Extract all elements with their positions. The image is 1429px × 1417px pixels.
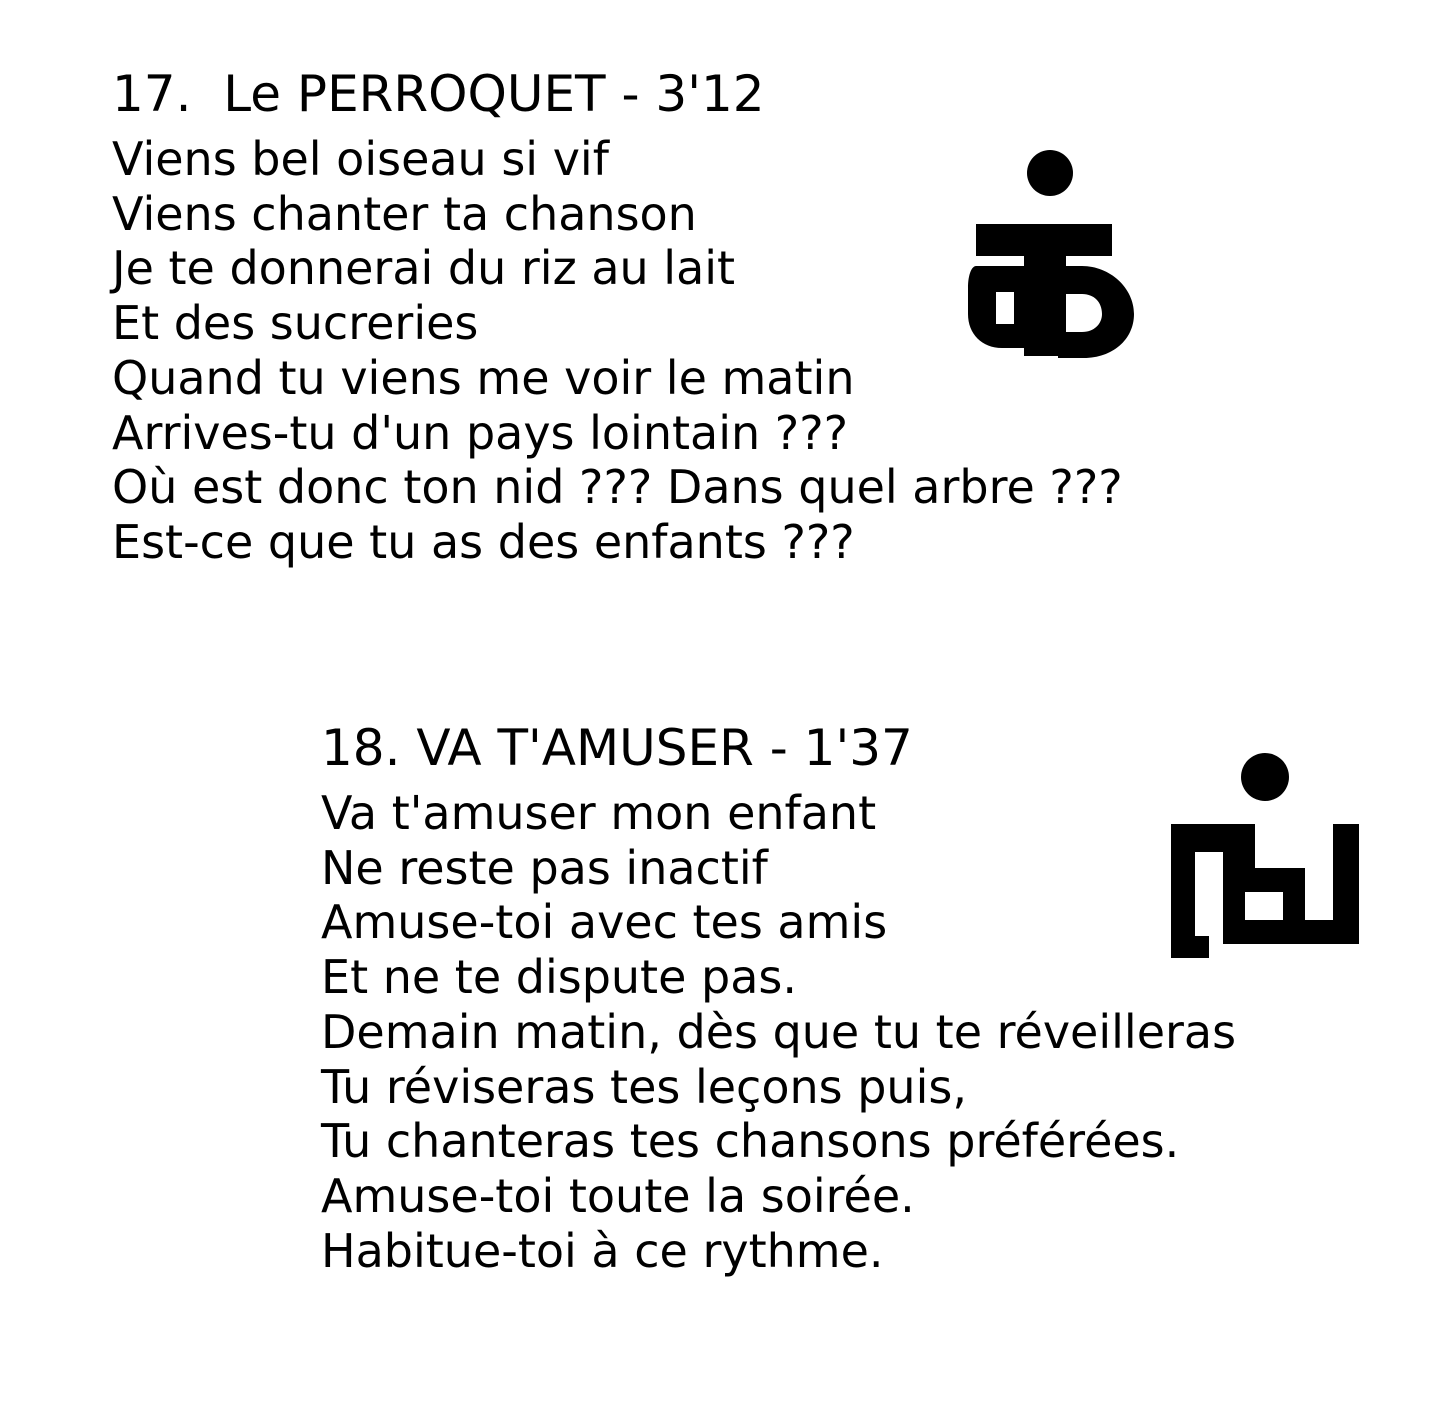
lyric-line: Arrives-tu d'un pays lointain ??? bbox=[112, 405, 849, 460]
song-18 bbox=[321, 718, 1236, 1278]
lyric-line: Où est donc ton nid ??? Dans quel arbre ??? bbox=[112, 460, 1123, 515]
lyric-line: Et ne te dispute pas. bbox=[321, 950, 797, 1005]
lyrics bbox=[321, 786, 1236, 1278]
lyric-line: Viens chanter ta chanson bbox=[112, 186, 697, 241]
lyric-line: Je te donnerai du riz au lait bbox=[112, 241, 736, 296]
lyric-line: Ne reste pas inactif bbox=[321, 840, 768, 895]
tamil-letter-ka-glyph bbox=[962, 148, 1142, 363]
lyric-line: Habitue-toi à ce rythme. bbox=[321, 1223, 884, 1278]
lyric-line: Amuse-toi toute la soirée. bbox=[321, 1168, 915, 1223]
tamil-letter-nga-glyph bbox=[1165, 752, 1363, 962]
lyric-line: Tu chanteras tes chansons préférées. bbox=[321, 1114, 1180, 1169]
lyric-line: Va t'amuser mon enfant bbox=[321, 786, 877, 840]
lyric-line: Demain matin, dès que tu te réveilleras bbox=[321, 1004, 1237, 1059]
lyric-line: Tu réviseras tes leçons puis, bbox=[321, 1059, 967, 1114]
lyric-line: Amuse-toi avec tes amis bbox=[321, 895, 888, 950]
song-title: 18. VA T'AMUSER - 1'37 bbox=[321, 719, 913, 777]
lyric-line: Est-ce que tu as des enfants ??? bbox=[112, 514, 855, 569]
song-title: 17. Le PERROQUET - 3'12 bbox=[112, 65, 765, 123]
lyric-line: Viens bel oiseau si vif bbox=[112, 132, 609, 186]
lyric-line: Et des sucreries bbox=[112, 296, 479, 351]
lyric-line: Quand tu viens me voir le matin bbox=[112, 350, 855, 405]
